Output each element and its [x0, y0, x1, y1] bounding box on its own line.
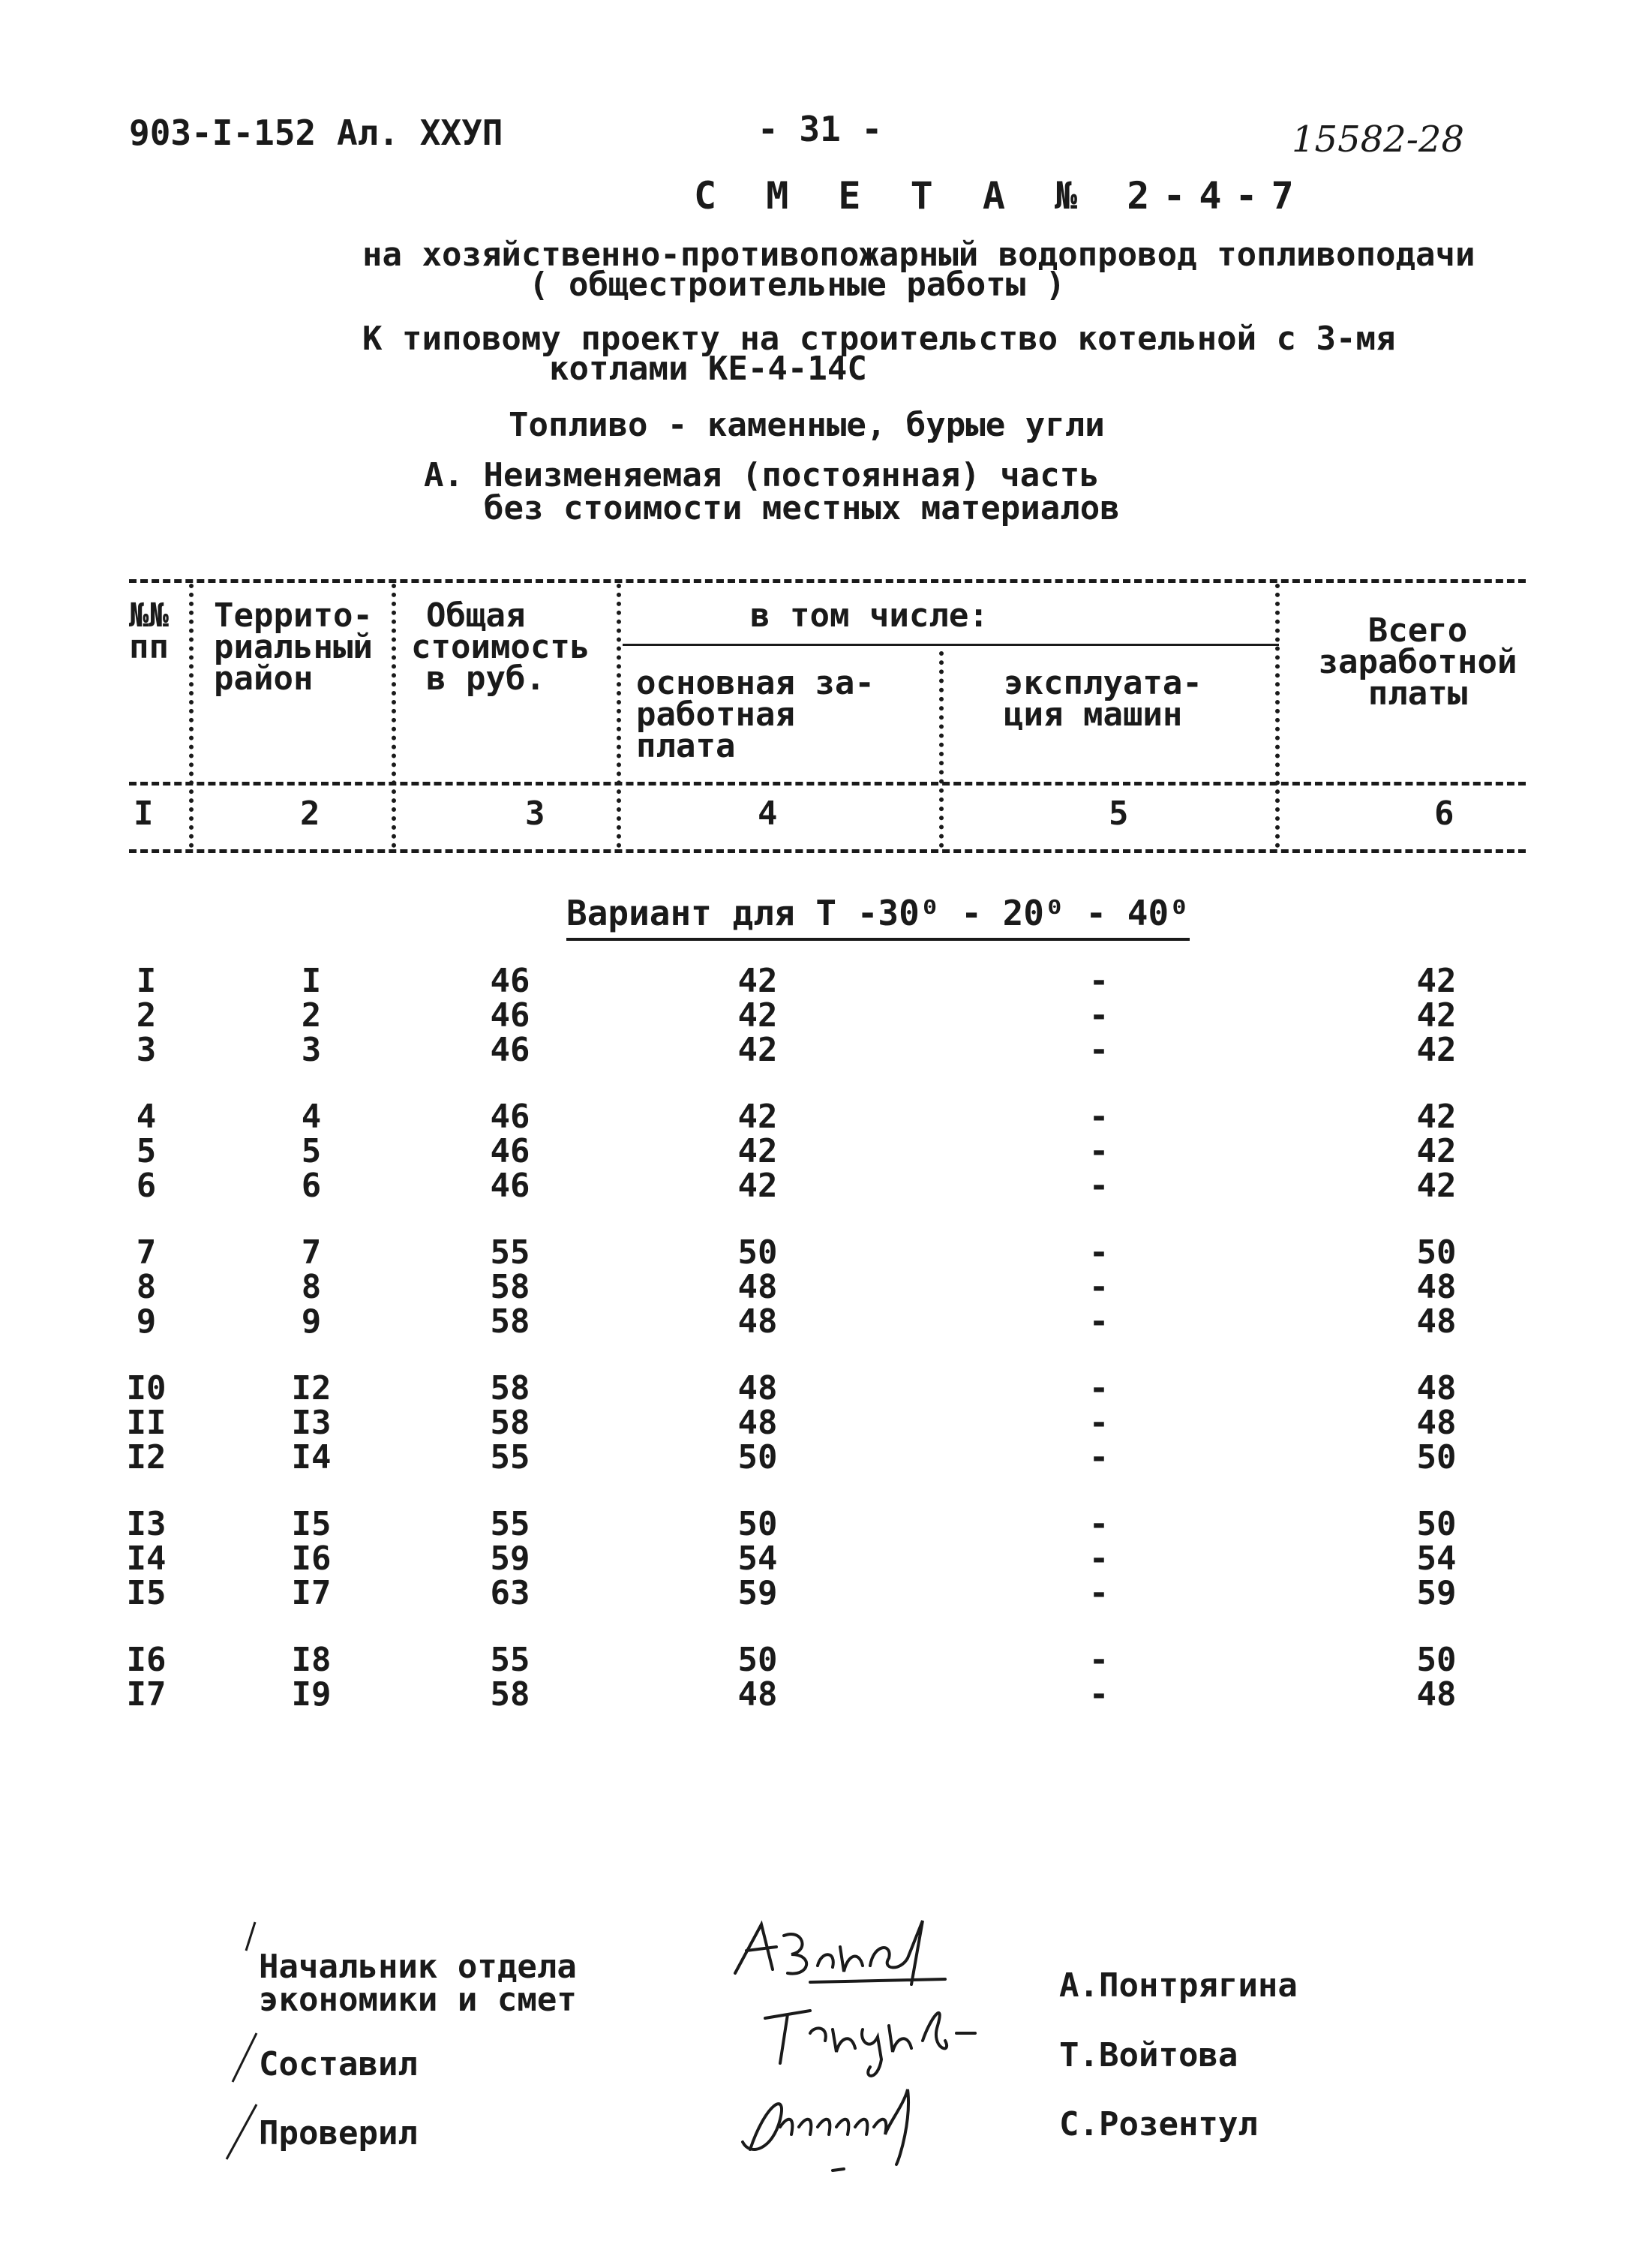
cell-base-wage: 48 — [737, 1404, 778, 1442]
header-allwage-l1: Всего — [1367, 611, 1468, 650]
col-sep-4 — [939, 651, 944, 848]
variant-title: Вариант для Т -30⁰ - 20⁰ - 40⁰ — [566, 893, 1190, 941]
cell-total-wage: 59 — [1416, 1574, 1457, 1612]
cell-machines: - — [1088, 1574, 1109, 1612]
header-machines-l2: ция машин — [1004, 695, 1183, 734]
cell-base-wage: 50 — [737, 1233, 778, 1272]
header-number-l2: пп — [129, 628, 169, 666]
role-slash-marks — [210, 1921, 270, 2176]
cell-base-wage: 48 — [737, 1302, 778, 1341]
header-group: в том числе: — [750, 596, 989, 635]
cell-number: 8 — [136, 1268, 157, 1306]
header-wage-l3: плата — [636, 727, 736, 765]
role1-line2: экономики и смет — [259, 1981, 577, 2019]
col-sep-1 — [189, 584, 194, 848]
title-line-1: на хозяйственно-противопожарный водопровод топливоподачи — [362, 236, 1475, 274]
header-machines-l1: эксплуата- — [1004, 664, 1202, 702]
cell-total-wage: 42 — [1416, 1167, 1457, 1205]
cell-number: I4 — [126, 1540, 167, 1578]
cell-total-cost: 58 — [490, 1369, 530, 1407]
cell-total-wage: 48 — [1416, 1404, 1457, 1442]
col-sep-5 — [1275, 584, 1280, 848]
title-line-5: Топливо - каменные, бурые угли — [509, 406, 1105, 444]
table-top-border — [129, 579, 1526, 583]
header-allwage-l3: платы — [1367, 674, 1468, 713]
cell-total-cost: 55 — [490, 1505, 530, 1543]
cell-number: 5 — [136, 1132, 157, 1170]
cell-machines: - — [1088, 1438, 1109, 1476]
cell-number: 7 — [136, 1233, 157, 1272]
cell-total-wage: 48 — [1416, 1302, 1457, 1341]
cell-region: I2 — [291, 1369, 332, 1407]
cell-total-wage: 50 — [1416, 1233, 1457, 1272]
cell-region: 5 — [301, 1132, 322, 1170]
cell-total-cost: 55 — [490, 1233, 530, 1272]
handwritten-signature-3 — [720, 2074, 960, 2179]
cell-region: 8 — [301, 1268, 322, 1306]
header-total-l2: стоимость — [411, 628, 590, 666]
col-sep-3 — [617, 584, 621, 848]
cell-total-wage: 50 — [1416, 1641, 1457, 1679]
header-bottom-border — [129, 782, 1526, 786]
estimate-title: С М Е Т А № 2-4-7 — [694, 174, 1307, 218]
cell-machines: - — [1088, 1404, 1109, 1442]
cell-base-wage: 42 — [737, 1167, 778, 1205]
colnum-6: 6 — [1434, 795, 1454, 833]
cell-number: I6 — [126, 1641, 167, 1679]
handwritten-signature-1 — [720, 1913, 975, 1996]
cell-number: I — [136, 962, 157, 1000]
signature-name-3: С.Розентул — [1059, 2105, 1258, 2143]
cell-total-wage: 48 — [1416, 1369, 1457, 1407]
doc-code: 903-I-152 Ал. XXУП — [129, 113, 503, 153]
cell-total-cost: 46 — [490, 1167, 530, 1205]
cell-total-cost: 63 — [490, 1574, 530, 1612]
cell-number: 9 — [136, 1302, 157, 1341]
cell-region: 9 — [301, 1302, 322, 1341]
cell-number: II — [126, 1404, 167, 1442]
signature-role-1 — [259, 1948, 577, 2019]
cell-total-cost: 58 — [490, 1302, 530, 1341]
header-allwage-l2: заработной — [1318, 643, 1517, 681]
cell-total-wage: 50 — [1416, 1505, 1457, 1543]
cell-region: 3 — [301, 1031, 322, 1069]
cell-total-cost: 46 — [490, 1132, 530, 1170]
title-line-6: А. Неизменяемая (постоянная) часть — [424, 456, 1100, 494]
group-divider — [623, 644, 1279, 646]
cell-region: I4 — [291, 1438, 332, 1476]
cell-number: I5 — [126, 1574, 167, 1612]
colnum-2: 2 — [300, 795, 320, 833]
cell-total-wage: 48 — [1416, 1675, 1457, 1714]
cell-machines: - — [1088, 1268, 1109, 1306]
stamp-number: 15582-28 — [1292, 119, 1464, 161]
cell-machines: - — [1088, 1641, 1109, 1679]
page-number: - 31 - — [758, 109, 883, 149]
title-line-7: без стоимости местных материалов — [484, 489, 1120, 527]
cell-machines: - — [1088, 1505, 1109, 1543]
cell-total-cost: 55 — [490, 1438, 530, 1476]
cell-machines: - — [1088, 962, 1109, 1000]
cell-region: I9 — [291, 1675, 332, 1714]
cell-base-wage: 42 — [737, 1031, 778, 1069]
header-machines — [1004, 664, 1202, 734]
cell-machines: - — [1088, 996, 1109, 1035]
header-region-l2: риальный — [214, 628, 373, 666]
header-region-l1: Террито- — [214, 596, 373, 635]
colnum-bottom-border — [129, 849, 1526, 853]
colnum-4: 4 — [758, 795, 778, 833]
cell-machines: - — [1088, 1369, 1109, 1407]
cell-total-wage: 50 — [1416, 1438, 1457, 1476]
cell-machines: - — [1088, 1132, 1109, 1170]
header-region — [214, 596, 373, 698]
cell-region: I5 — [291, 1505, 332, 1543]
cell-total-wage: 42 — [1416, 1098, 1457, 1136]
cell-total-cost: 58 — [490, 1268, 530, 1306]
cell-region: 2 — [301, 996, 322, 1035]
cell-base-wage: 42 — [737, 996, 778, 1035]
signature-role-2: Составил — [259, 2045, 418, 2083]
cell-total-cost: 46 — [490, 962, 530, 1000]
cell-total-wage: 42 — [1416, 1132, 1457, 1170]
cell-total-wage: 54 — [1416, 1540, 1457, 1578]
cell-machines: - — [1088, 1233, 1109, 1272]
signature-role-3: Проверил — [259, 2114, 418, 2152]
cell-total-wage: 42 — [1416, 996, 1457, 1035]
cell-base-wage: 48 — [737, 1369, 778, 1407]
cell-number: I7 — [126, 1675, 167, 1714]
cell-base-wage: 48 — [737, 1268, 778, 1306]
cell-base-wage: 42 — [737, 962, 778, 1000]
cell-machines: - — [1088, 1675, 1109, 1714]
header-total-l3: в руб. — [426, 659, 545, 698]
header-wage-l2: работная — [636, 695, 795, 734]
cell-total-cost: 55 — [490, 1641, 530, 1679]
cell-region: I8 — [291, 1641, 332, 1679]
cell-number: 4 — [136, 1098, 157, 1136]
header-number — [129, 596, 169, 666]
cell-total-wage: 42 — [1416, 962, 1457, 1000]
cell-base-wage: 50 — [737, 1438, 778, 1476]
colnum-1: I — [134, 795, 154, 833]
cell-base-wage: 59 — [737, 1574, 778, 1612]
cell-total-wage: 42 — [1416, 1031, 1457, 1069]
cell-number: I3 — [126, 1505, 167, 1543]
cell-base-wage: 50 — [737, 1641, 778, 1679]
signature-name-1: А.Понтрягина — [1059, 1966, 1298, 2005]
cell-base-wage: 42 — [737, 1098, 778, 1136]
colnum-5: 5 — [1109, 795, 1129, 833]
cell-region: I7 — [291, 1574, 332, 1612]
cell-region: 7 — [301, 1233, 322, 1272]
cell-machines: - — [1088, 1098, 1109, 1136]
cell-total-cost: 46 — [490, 996, 530, 1035]
cell-number: 6 — [136, 1167, 157, 1205]
cell-machines: - — [1088, 1540, 1109, 1578]
header-base-wage — [636, 664, 875, 765]
col-sep-2 — [392, 584, 396, 848]
title-line-2: ( общестроительные работы ) — [529, 266, 1066, 304]
header-wage-l1: основная за- — [636, 664, 875, 702]
cell-machines: - — [1088, 1302, 1109, 1341]
role1-line1: Начальник отдела — [259, 1948, 577, 1986]
cell-region: I6 — [291, 1540, 332, 1578]
cell-number: 3 — [136, 1031, 157, 1069]
title-line-4: котлами КЕ-4-14С — [549, 350, 867, 388]
header-number-l1: №№ — [129, 596, 169, 635]
cell-total-cost: 58 — [490, 1404, 530, 1442]
cell-machines: - — [1088, 1031, 1109, 1069]
cell-region: I — [301, 962, 322, 1000]
cell-base-wage: 42 — [737, 1132, 778, 1170]
cell-machines: - — [1088, 1167, 1109, 1205]
cell-number: I2 — [126, 1438, 167, 1476]
header-region-l3: район — [214, 659, 314, 698]
cell-base-wage: 48 — [737, 1675, 778, 1714]
cell-region: 6 — [301, 1167, 322, 1205]
colnum-3: 3 — [525, 795, 545, 833]
header-total-cost — [411, 596, 590, 698]
cell-region: I3 — [291, 1404, 332, 1442]
cell-base-wage: 54 — [737, 1540, 778, 1578]
signature-name-2: Т.Войтова — [1059, 2036, 1238, 2074]
title-line-3: К типовому проекту на строительство котельной с 3-мя — [362, 320, 1396, 358]
cell-total-wage: 48 — [1416, 1268, 1457, 1306]
cell-base-wage: 50 — [737, 1505, 778, 1543]
cell-total-cost: 59 — [490, 1540, 530, 1578]
cell-total-cost: 46 — [490, 1031, 530, 1069]
header-total-wage — [1305, 611, 1530, 713]
cell-region: 4 — [301, 1098, 322, 1136]
cell-number: I0 — [126, 1369, 167, 1407]
cell-number: 2 — [136, 996, 157, 1035]
header-total-l1: Общая — [426, 596, 526, 635]
cell-total-cost: 46 — [490, 1098, 530, 1136]
cell-total-cost: 58 — [490, 1675, 530, 1714]
